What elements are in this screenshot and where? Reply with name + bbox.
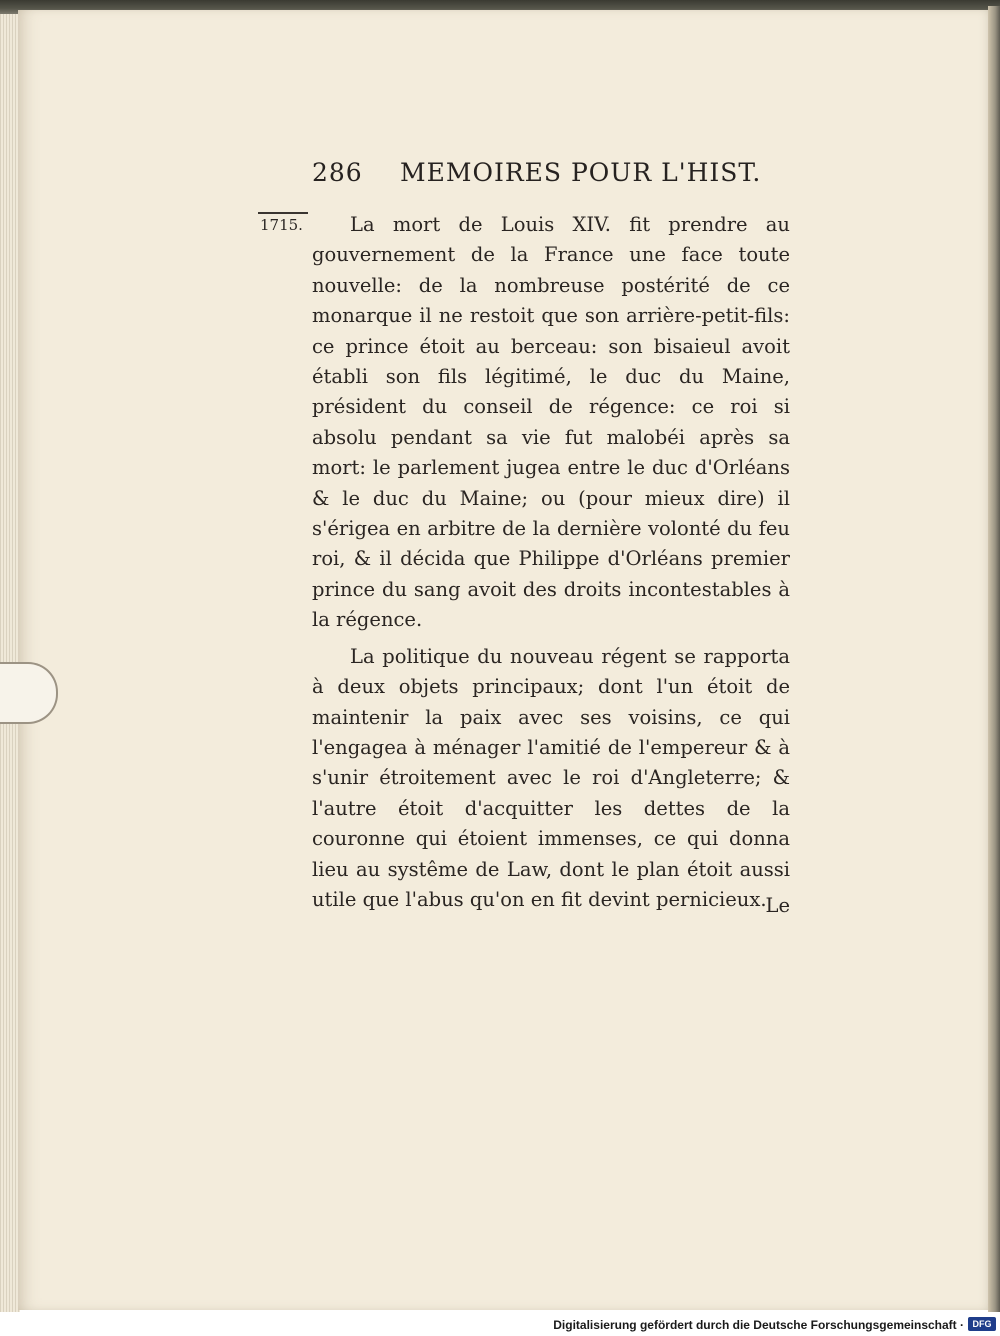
page-clip-tab [0, 662, 58, 724]
paragraph-2: La politique du nouveau régent se rapporta à deux objets principaux; dont l'un étoit de maintenir la paix avec ses voisins, ce qui l'engagea à ménager l'amitié de l'empereur & à s'unir étroitement avec le roi d'Angleterre; & l'autre étoit d'acquitter les dettes de la couronne qui étoient immenses, ce qui donna lieu au systême de Law, dont le plan étoit aussi utile que l'abus qu'on en fit devint pernicieux. [312, 644, 790, 911]
book-cover-edge [988, 6, 1000, 1312]
digitization-credit: Digitalisierung gefördert durch die Deutsche Forschungsgemeinschaft · [553, 1318, 964, 1332]
margin-year-note: 1715. [260, 216, 303, 234]
page-number: 286 [312, 158, 363, 187]
dfg-logo-icon: DFG [968, 1317, 996, 1331]
margin-rule [258, 212, 308, 214]
body-text [312, 210, 790, 915]
paragraph-1: La mort de Louis XIV. fit prendre au gouvernement de la France une face toute nouvelle: de la nombreuse postérité de ce monarque il ne restoit que son arrière-petit-fils: ce prince étoit au berceau: son bisaieul avoit établi son fils légitimé, le duc du Maine, président du conseil de régence: ce roi si absolu pendant sa vie fut malobéi après sa mort: le parlement jugea entre le duc d'Orléans & le duc du Maine; ou (pour mieux dire) il s'érigea en arbitre de la dernière volonté du feu roi, & il décida que Philippe d'Orléans premier prince du sang avoit des droits incontestables à la régence. [312, 213, 790, 632]
running-title: MEMOIRES POUR L'HIST. [400, 158, 762, 187]
running-head [312, 158, 762, 198]
catchword: Le [765, 894, 790, 917]
